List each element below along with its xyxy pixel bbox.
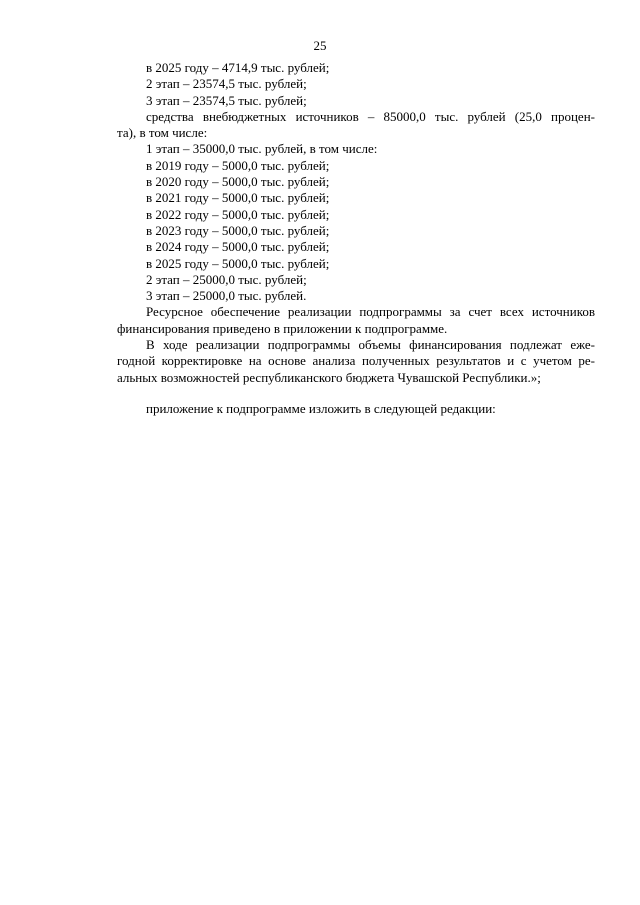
text-line: в 2025 году – 4714,9 тыс. рублей; bbox=[146, 60, 330, 75]
text-line: Ресурсное обеспечение реализации подпрограммы за счет всех источников bbox=[146, 304, 595, 320]
text-line: 3 этап – 25000,0 тыс. рублей. bbox=[146, 288, 307, 304]
text-line: финансирования приведено в приложении к подпрограмме. bbox=[117, 320, 448, 336]
text-line: средства внебюджетных источников – 85000,0 тыс. рублей (25,0 процен- bbox=[146, 108, 595, 124]
text-line: 2 этап – 25000,0 тыс. рублей; bbox=[146, 271, 307, 287]
text-line: альных возможностей республиканского бюджета Чувашской Республики.»; bbox=[117, 369, 541, 385]
text-line: в 2022 году – 5000,0 тыс. рублей; bbox=[146, 206, 330, 222]
text-line: в 2025 году – 5000,0 тыс. рублей; bbox=[146, 255, 330, 271]
text-line: В ходе реализации подпрограммы объемы финансирования подлежат еже- bbox=[146, 337, 595, 353]
text-line: в 2023 году – 5000,0 тыс. рублей; bbox=[146, 222, 330, 238]
text-line: та), в том числе: bbox=[117, 125, 208, 141]
text-line: годной корректировке на основе анализа полученных результатов и с учетом ре- bbox=[117, 353, 595, 369]
text-line: приложение к подпрограмме изложить в следующей редакции: bbox=[146, 400, 496, 416]
text-line: в 2020 году – 5000,0 тыс. рублей; bbox=[146, 174, 330, 190]
text-line: в 2024 году – 5000,0 тыс. рублей; bbox=[146, 239, 330, 255]
text-line: 1 этап – 35000,0 тыс. рублей, в том числе: bbox=[146, 141, 378, 157]
paragraph-gap bbox=[117, 386, 595, 401]
text-line: 3 этап – 23574,5 тыс. рублей; bbox=[146, 92, 307, 108]
text-line: 2 этап – 23574,5 тыс. рублей; bbox=[146, 76, 307, 92]
text-line: в 2019 году – 5000,0 тыс. рублей; bbox=[146, 157, 330, 173]
document-body bbox=[117, 60, 595, 417]
page-number: 25 bbox=[313, 38, 327, 53]
text-line: в 2021 году – 5000,0 тыс. рублей; bbox=[146, 190, 330, 206]
